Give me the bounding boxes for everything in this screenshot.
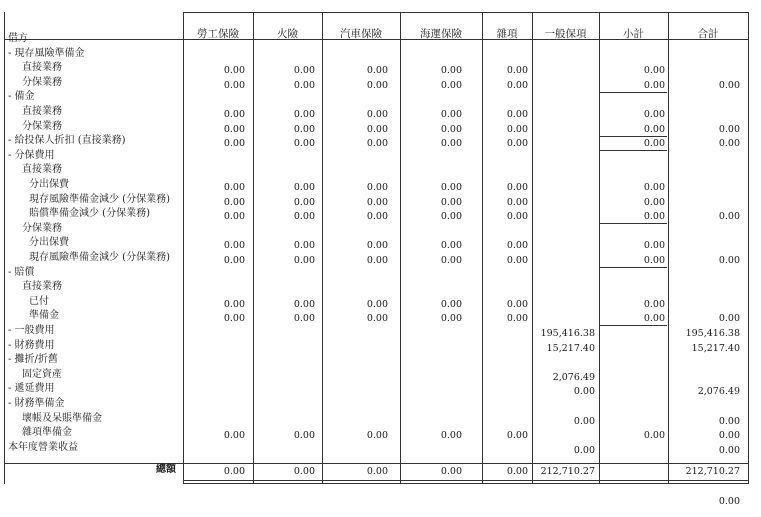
- row-label: 直接業務: [22, 281, 62, 293]
- column-divider: [532, 12, 533, 484]
- cell-value: 0.00: [440, 138, 462, 150]
- cell-value: 0.00: [293, 123, 315, 135]
- cell-value: 0.00: [506, 298, 528, 310]
- cell-value: 0.00: [643, 255, 665, 266]
- cell-value: 195,416.38: [540, 328, 595, 339]
- column-header: 合計: [697, 28, 719, 40]
- cell-value: 0.00: [506, 430, 528, 442]
- cell-value: 0.00: [643, 123, 665, 135]
- cell-value: 0.00: [293, 138, 315, 150]
- cell-value: 0.00: [718, 79, 740, 91]
- row-label: 雜項準備金: [22, 427, 72, 439]
- column-divider: [4, 12, 5, 484]
- row-label: 固定資產: [22, 368, 62, 380]
- cell-value: 0.00: [573, 444, 595, 456]
- cell-value: 0.00: [293, 298, 315, 310]
- column-header: 勞工保險: [197, 28, 239, 40]
- cell-value: 0.00: [643, 79, 665, 91]
- row-label: - 財務準備金: [8, 398, 65, 409]
- cell-value: 0.00: [223, 79, 245, 91]
- subtotal-rule: [600, 92, 667, 93]
- cell-value: 0.00: [223, 298, 245, 310]
- subtotal-rule: [600, 325, 667, 326]
- cell-value: 0.00: [366, 123, 388, 135]
- cell-value: 0.00: [506, 196, 528, 208]
- row-label: - 備金: [8, 91, 35, 103]
- cell-value: 0.00: [223, 196, 245, 208]
- total-bottom-rule: [183, 480, 749, 481]
- cell-value: 0.00: [366, 79, 388, 91]
- column-header: 雜項: [496, 28, 518, 40]
- cell-value: 0.00: [293, 182, 315, 193]
- footer-value: 0.00: [718, 496, 740, 507]
- subtotal-rule: [600, 267, 667, 268]
- cell-value: 0.00: [223, 430, 245, 442]
- row-label: 壞帳及呆賬準備金: [22, 412, 102, 424]
- row-label: 分保業務: [22, 222, 62, 234]
- cell-value: 0.00: [293, 65, 315, 77]
- cell-value: 0.00: [366, 211, 388, 223]
- top-rule: [183, 12, 749, 13]
- cell-value: 0.00: [440, 79, 462, 91]
- cell-value: 0.00: [223, 65, 245, 77]
- row-label: - 現存風險準備金: [8, 47, 85, 59]
- cell-value: 2,076.49: [552, 371, 595, 383]
- cell-value: 0.00: [366, 138, 388, 150]
- row-label: 現存風險準備金減少 (分保業務): [29, 193, 170, 205]
- cell-value: 0.00: [366, 182, 388, 193]
- cell-value: 0.00: [223, 211, 245, 223]
- cell-value: 0.00: [718, 211, 740, 223]
- row-label: 分保業務: [22, 76, 62, 88]
- cell-value: 0.00: [506, 109, 528, 120]
- cell-value: 0.00: [643, 182, 665, 193]
- cell-value: 0.00: [223, 109, 245, 120]
- cell-value: 0.00: [506, 138, 528, 150]
- cell-value: 0.00: [718, 138, 740, 150]
- total-value: 0.00: [506, 466, 528, 477]
- cell-value: 0.00: [293, 430, 315, 442]
- cell-value: 0.00: [223, 123, 245, 135]
- cell-value: 0.00: [718, 313, 740, 325]
- cell-value: 0.00: [643, 313, 665, 325]
- cell-value: 0.00: [643, 65, 665, 77]
- cell-value: 0.00: [293, 240, 315, 252]
- cell-value: 0.00: [573, 415, 595, 427]
- total-double-rule: [183, 483, 749, 484]
- cell-value: 0.00: [440, 298, 462, 310]
- cell-value: 0.00: [293, 211, 315, 223]
- total-value: 0.00: [440, 466, 462, 477]
- row-label: 已付: [29, 295, 49, 307]
- column-divider: [748, 12, 749, 484]
- cell-value: 0.00: [223, 313, 245, 325]
- row-label: 直接業務: [22, 164, 62, 176]
- cell-value: 0.00: [366, 430, 388, 442]
- cell-value: 0.00: [718, 255, 740, 266]
- cell-value: 0.00: [506, 255, 528, 266]
- row-label: 準備金: [29, 310, 59, 322]
- cell-value: 15,217.40: [546, 342, 595, 354]
- subtotal-rule: [600, 136, 667, 137]
- cell-value: 0.00: [223, 255, 245, 266]
- cell-value: 0.00: [440, 313, 462, 325]
- total-value: 0.00: [223, 466, 245, 477]
- row-label: 本年度營業收益: [8, 441, 78, 453]
- row-label: - 給投保人折扣 (直接業務): [8, 135, 126, 147]
- cell-value: 0.00: [718, 415, 740, 427]
- cell-value: 15,217.40: [691, 342, 740, 354]
- row-label: - 分保費用: [8, 149, 55, 161]
- cell-value: 0.00: [506, 182, 528, 193]
- cell-value: 0.00: [718, 444, 740, 456]
- cell-value: 0.00: [643, 430, 665, 442]
- row-label: - 賠償: [8, 266, 35, 278]
- subtotal-rule: [600, 150, 667, 151]
- cell-value: 0.00: [506, 123, 528, 135]
- cell-value: 0.00: [366, 109, 388, 120]
- cell-value: 0.00: [440, 211, 462, 223]
- column-header: 一般保項: [544, 28, 587, 40]
- row-label: 分出保費: [29, 237, 69, 249]
- cell-value: 0.00: [366, 255, 388, 266]
- total-value: 212,710.27: [540, 466, 595, 477]
- cell-value: 0.00: [573, 386, 595, 398]
- cell-value: 0.00: [643, 109, 665, 120]
- column-header: 海運保險: [420, 28, 462, 40]
- cell-value: 0.00: [506, 79, 528, 91]
- row-label: 現存風險準備金減少 (分保業務): [29, 252, 170, 263]
- column-header: 小計: [623, 28, 644, 40]
- cell-value: 0.00: [718, 430, 740, 442]
- cell-value: 0.00: [366, 196, 388, 208]
- cell-value: 0.00: [366, 240, 388, 252]
- row-label: 直接業務: [22, 106, 62, 117]
- row-label: 直接業務: [22, 62, 62, 74]
- row-label: - 遞延費用: [8, 383, 55, 395]
- row-label: 分保業務: [22, 120, 62, 132]
- total-label: 總額: [156, 464, 176, 475]
- cell-value: 0.00: [366, 298, 388, 310]
- cell-value: 0.00: [643, 138, 665, 150]
- cell-value: 0.00: [223, 182, 245, 193]
- row-label: - 一般費用: [8, 325, 55, 336]
- cell-value: 0.00: [506, 65, 528, 77]
- row-label: 賠償準備金減少 (分保業務): [29, 208, 150, 220]
- cell-value: 0.00: [293, 196, 315, 208]
- total-value: 0.00: [366, 466, 388, 477]
- cell-value: 0.00: [440, 430, 462, 442]
- row-label: - 財務費用: [8, 339, 55, 351]
- column-header: 火險: [277, 28, 298, 40]
- cell-value: 0.00: [643, 240, 665, 252]
- cell-value: 195,416.38: [685, 328, 740, 339]
- column-header: 汽車保險: [340, 28, 382, 40]
- cell-value: 0.00: [718, 123, 740, 135]
- cell-value: 0.00: [223, 138, 245, 150]
- cell-value: 0.00: [440, 182, 462, 193]
- cell-value: 0.00: [223, 240, 245, 252]
- cell-value: 0.00: [440, 109, 462, 120]
- cell-value: 0.00: [293, 79, 315, 91]
- cell-value: 0.00: [440, 255, 462, 266]
- cell-value: 0.00: [506, 313, 528, 325]
- cell-value: 0.00: [643, 196, 665, 208]
- row-label: 借方: [8, 33, 28, 44]
- cell-value: 0.00: [293, 255, 315, 266]
- cell-value: 0.00: [293, 109, 315, 120]
- cell-value: 0.00: [440, 196, 462, 208]
- column-divider: [668, 12, 669, 484]
- row-label: - 攤折/折舊: [8, 354, 58, 366]
- cell-value: 0.00: [643, 298, 665, 310]
- cell-value: 0.00: [366, 313, 388, 325]
- subtotal-rule: [600, 223, 667, 224]
- cell-value: 0.00: [366, 65, 388, 77]
- cell-value: 2,076.49: [697, 386, 740, 398]
- cell-value: 0.00: [506, 211, 528, 223]
- row-label: 分出保費: [29, 179, 69, 190]
- total-top-rule: [4, 463, 749, 464]
- cell-value: 0.00: [293, 313, 315, 325]
- cell-value: 0.00: [440, 240, 462, 252]
- total-value: 0.00: [293, 466, 315, 477]
- cell-value: 0.00: [506, 240, 528, 252]
- total-value: 212,710.27: [685, 466, 740, 477]
- cell-value: 0.00: [440, 65, 462, 77]
- cell-value: 0.00: [440, 123, 462, 135]
- cell-value: 0.00: [643, 211, 665, 223]
